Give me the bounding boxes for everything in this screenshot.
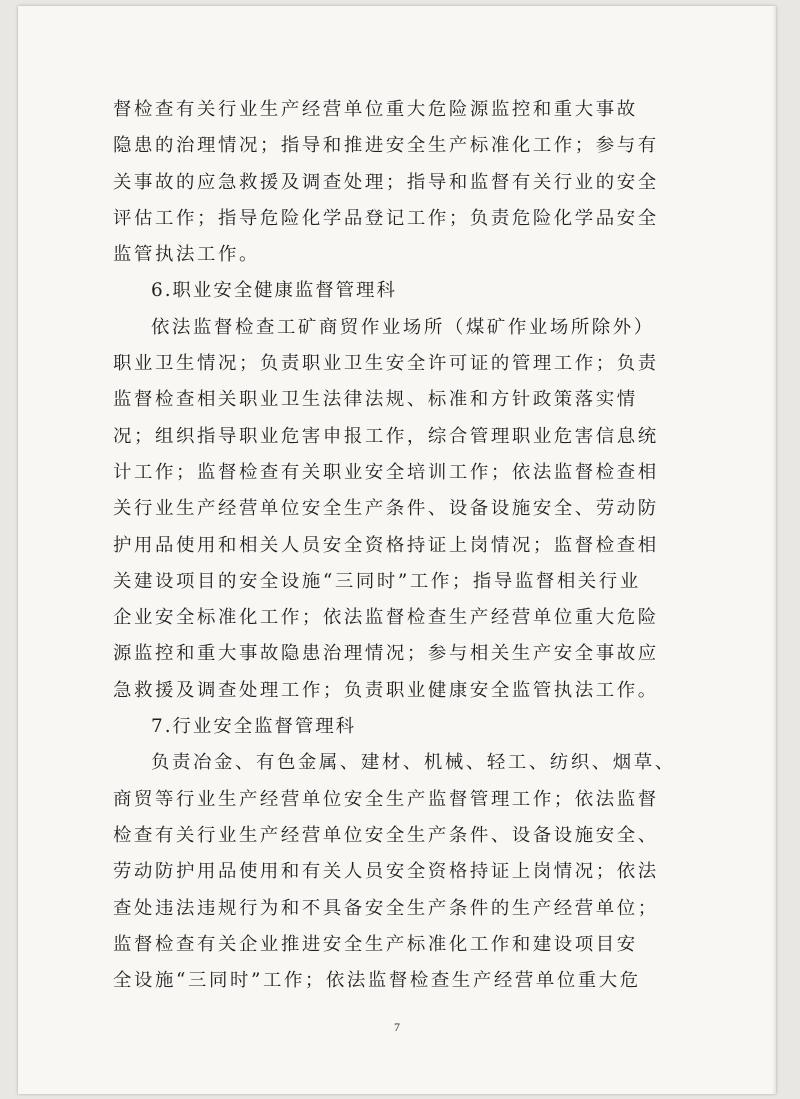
text-line: 隐患的治理情况；指导和推进安全生产标准化工作；参与有 xyxy=(113,135,659,157)
text-line: 依法监督检查工矿商贸作业场所（煤矿作业场所除外） xyxy=(151,316,655,338)
text-line: 负责冶金、有色金属、建材、机械、轻工、纺织、烟草、 xyxy=(151,752,676,774)
text-line: 查处违法违规行为和不具备安全生产条件的生产经营单位； xyxy=(113,897,659,919)
text-line: 职业卫生情况；负责职业卫生安全许可证的管理工作；负责 xyxy=(113,353,659,375)
text-line: 企业安全标准化工作；依法监督检查生产经营单位重大危险 xyxy=(113,607,659,629)
text-line: 关行业生产经营单位安全生产条件、设备设施安全、劳动防 xyxy=(113,498,659,520)
section-heading: 6.职业安全健康监督管理科 xyxy=(151,280,397,302)
text-line: 监管执法工作。 xyxy=(113,244,260,266)
text-line: 关建设项目的安全设施“三同时”工作；指导监督相关行业 xyxy=(113,570,641,592)
text-line: 护用品使用和相关人员安全资格持证上岗情况；监督检查相 xyxy=(113,534,659,556)
text-line: 计工作；监督检查有关职业安全培训工作；依法监督检查相 xyxy=(113,461,659,483)
text-line: 商贸等行业生产经营单位安全生产监督管理工作；依法监督 xyxy=(113,788,659,810)
text-line: 劳动防护用品使用和有关人员安全资格持证上岗情况；依法 xyxy=(113,861,659,883)
text-line: 评估工作；指导危险化学品登记工作；负责危险化学品安全 xyxy=(113,207,659,229)
document-page xyxy=(18,6,776,1094)
text-line: 监督检查有关企业推进安全生产标准化工作和建设项目安 xyxy=(113,933,638,955)
text-line: 急救援及调查处理工作；负责职业健康安全监管执法工作。 xyxy=(113,679,659,701)
section-heading: 7.行业安全监督管理科 xyxy=(151,716,357,738)
page-edge-shadow xyxy=(772,6,776,1094)
text-line: 源监控和重大事故隐患治理情况；参与相关生产安全事故应 xyxy=(113,643,659,665)
text-line: 监督检查相关职业卫生法律法规、标准和方针政策落实情 xyxy=(113,389,638,411)
text-line: 检查有关行业生产经营单位安全生产条件、设备设施安全、 xyxy=(113,824,659,846)
text-line: 关事故的应急救援及调查处理；指导和监督有关行业的安全 xyxy=(113,171,659,193)
text-line: 全设施“三同时”工作；依法监督检查生产经营单位重大危 xyxy=(113,970,641,992)
document-body xyxy=(113,92,676,999)
page-number: 7 xyxy=(394,1020,400,1034)
text-line: 况；组织指导职业危害申报工作，综合管理职业危害信息统 xyxy=(113,425,659,447)
text-line: 督检查有关行业生产经营单位重大危险源监控和重大事故 xyxy=(113,99,638,120)
